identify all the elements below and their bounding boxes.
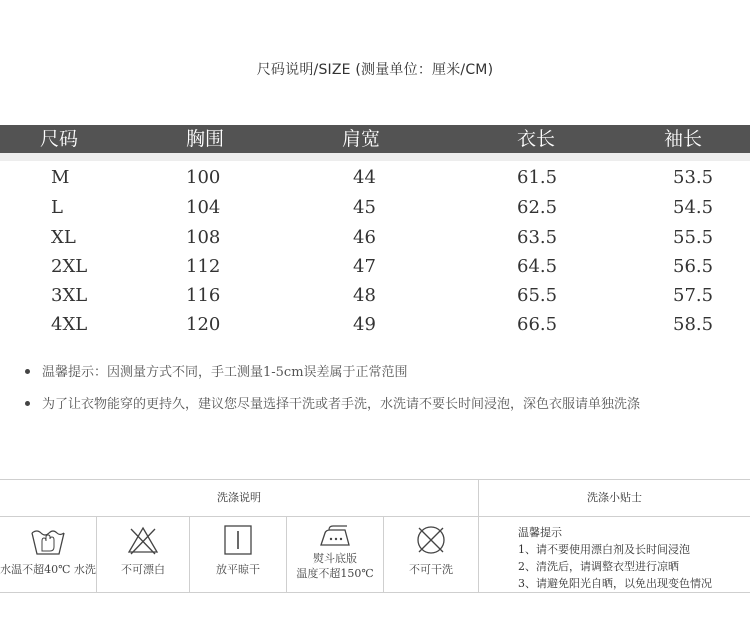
tips-item: 2、清洗后，请调整衣型进行凉晒 (518, 560, 679, 573)
table-row (0, 164, 750, 192)
cell-shoulder: 47 (353, 256, 376, 277)
wash-tips-title: 洗涤小贴士 (587, 491, 642, 504)
wash-label: 水温不超40℃ 水洗 (0, 563, 96, 576)
table-row (0, 311, 750, 339)
cell-sleeve: 56.5 (673, 256, 714, 277)
cell-size: L (51, 197, 63, 218)
cell-sleeve: 54.5 (673, 197, 714, 218)
bullet-dot (25, 369, 30, 374)
wash-label: 放平晾干 (216, 563, 260, 576)
wash-item (0, 517, 96, 592)
table-row (0, 253, 750, 281)
cell-length: 65.5 (517, 285, 558, 306)
page-title: 尺码说明/SIZE (测量单位：厘米/CM) (256, 62, 494, 78)
wash-tips (518, 524, 712, 592)
header-size: 尺码 (40, 128, 79, 150)
wash-label: 不可漂白 (121, 563, 165, 576)
cell-chest: 112 (186, 256, 221, 277)
no-dry-clean-icon (414, 523, 448, 557)
tips-item: 3、请避免阳光自晒，以免出现变色情况 (518, 577, 712, 590)
cell-shoulder: 48 (353, 285, 376, 306)
cell-length: 61.5 (517, 167, 558, 188)
wash-item (190, 517, 286, 592)
header-shoulder: 肩宽 (342, 128, 381, 150)
cell-length: 62.5 (517, 197, 558, 218)
cell-size: M (51, 167, 70, 188)
cell-shoulder: 45 (353, 197, 376, 218)
flat-dry-icon (222, 523, 254, 557)
header-sleeve: 袖长 (664, 128, 703, 150)
wash-instructions-title: 洗涤说明 (217, 491, 261, 504)
no-bleach-icon (126, 523, 160, 557)
cell-sleeve: 53.5 (673, 167, 714, 188)
cell-chest: 108 (186, 227, 221, 248)
iron-icon (317, 523, 353, 549)
cell-sleeve: 55.5 (673, 227, 714, 248)
bullet-dot (25, 401, 30, 406)
wash-label: 温度不超150℃ (296, 567, 374, 580)
cell-chest: 116 (186, 285, 221, 306)
cell-size: 2XL (51, 256, 88, 277)
header-length: 衣长 (517, 128, 556, 150)
note-text: 温馨提示：因测量方式不同，手工测量1-5cm误差属于正常范围 (42, 365, 408, 380)
cell-chest: 100 (186, 167, 221, 188)
table-row (0, 194, 750, 222)
tips-heading: 温馨提示 (518, 526, 562, 539)
cell-length: 66.5 (517, 314, 558, 335)
wash-label: 不可干洗 (409, 563, 453, 576)
note-measurement (25, 361, 408, 380)
cell-sleeve: 58.5 (673, 314, 714, 335)
table-row (0, 224, 750, 252)
wash-item (97, 517, 189, 592)
wash-instructions-panel (0, 479, 750, 593)
wash-item (384, 517, 478, 592)
cell-length: 63.5 (517, 227, 558, 248)
cell-length: 64.5 (517, 256, 558, 277)
size-table-header (0, 125, 750, 153)
cell-shoulder: 46 (353, 227, 376, 248)
cell-chest: 104 (186, 197, 221, 218)
header-shadow-strip (0, 153, 750, 161)
wash-item (287, 517, 383, 592)
header-chest: 胸围 (186, 128, 225, 150)
cell-shoulder: 49 (353, 314, 376, 335)
note-text: 为了让衣物能穿的更持久，建议您尽量选择干洗或者手洗，水洗请不要长时间浸泡，深色衣服请单独洗涤 (42, 397, 641, 412)
hand-wash-icon (29, 523, 67, 557)
note-care (25, 393, 640, 412)
cell-shoulder: 44 (353, 167, 376, 188)
cell-sleeve: 57.5 (673, 285, 714, 306)
wash-label: 熨斗底版 (313, 552, 357, 565)
cell-size: 4XL (51, 314, 88, 335)
cell-size: 3XL (51, 285, 88, 306)
cell-size: XL (51, 227, 76, 248)
divider (478, 480, 479, 592)
cell-chest: 120 (186, 314, 221, 335)
tips-item: 1、请不要使用漂白剂及长时间浸泡 (518, 543, 690, 556)
table-row (0, 282, 750, 310)
